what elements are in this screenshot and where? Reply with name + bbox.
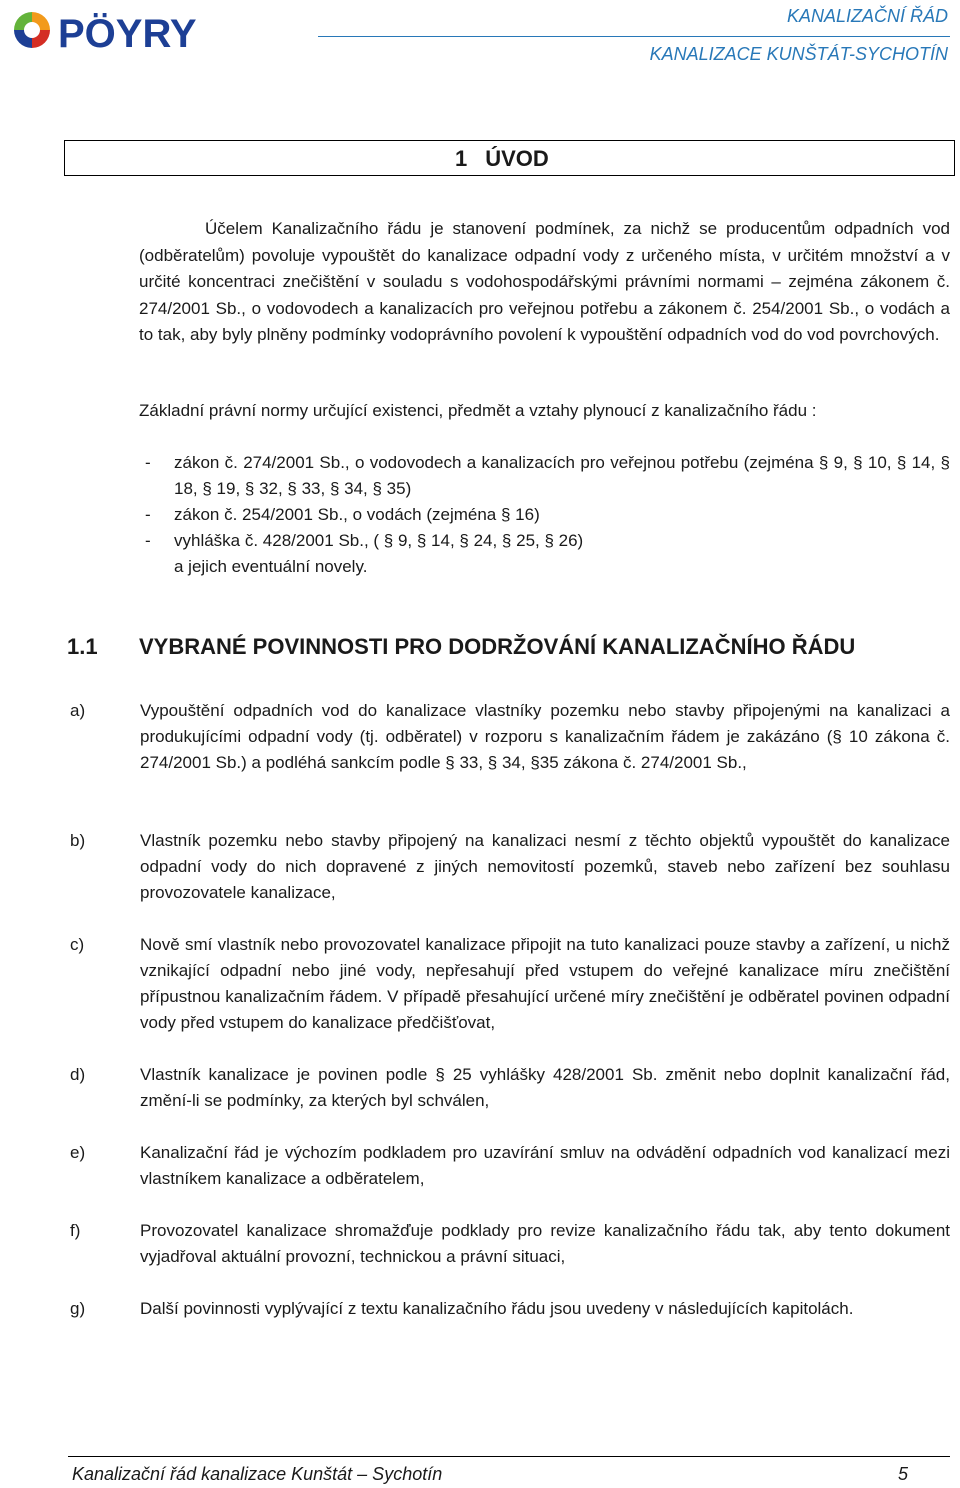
poyry-logo-mark — [14, 12, 50, 48]
law-item — [145, 502, 950, 528]
obligation-item — [70, 1062, 950, 1114]
item-text: Provozovatel kanalizace shromažďuje podklady pro revize kanalizačního řádu tak, aby tento dokument vyjadřoval aktuální provozní, technickou a právní situaci, — [140, 1221, 950, 1266]
law-dash: - — [145, 505, 151, 524]
item-text: Další povinnosti vyplývající z textu kanalizačního řádu jsou uvedeny v následujících kapitolách. — [140, 1299, 854, 1318]
item-label: e) — [70, 1143, 86, 1162]
law-text: zákon č. 274/2001 Sb., o vodovodech a kanalizacích pro veřejnou potřebu (zejména § 9, § 10, § 14, § 18, § 19, § 32, § 33, § 34, § 35) — [174, 453, 950, 498]
item-text: Vlastník pozemku nebo stavby připojený na kanalizaci nesmí z těchto objektů vypouštět do kanalizace odpadní vody do nich dopravené z jiných nemovitostí pozemků, staveb nebo zařízení bez souhlasu provozovatele kanalizace, — [140, 831, 950, 902]
subsection-heading — [67, 634, 855, 660]
law-item — [145, 528, 950, 554]
intro-paragraph — [139, 216, 950, 349]
item-label: g) — [70, 1299, 86, 1318]
item-text: Kanalizační řád je výchozím podkladem pro uzavírání smluv na odvádění odpadních vod kanalizací mezi vlastníkem kanalizace a odběratelem, — [140, 1143, 950, 1188]
norms-intro: Základní právní normy určující existenci, předmět a vztahy plynoucí z kanalizačního řádu : — [139, 401, 817, 420]
obligation-item — [70, 828, 950, 906]
obligation-item — [70, 698, 950, 776]
item-label: b) — [70, 831, 86, 850]
subsection-title: VYBRANÉ POVINNOSTI PRO DODRŽOVÁNÍ KANALIZAČNÍHO ŘÁDU — [139, 634, 856, 659]
section-title: ÚVOD — [485, 146, 549, 171]
law-text: vyhláška č. 428/2001 Sb., ( § 9, § 14, § 24, § 25, § 26) — [174, 531, 584, 550]
footer-divider — [68, 1456, 950, 1457]
obligation-item — [70, 1218, 950, 1270]
item-label: f) — [70, 1221, 81, 1240]
item-text: Nově smí vlastník nebo provozovatel kanalizace připojit na tuto kanalizaci pouze stavby a zařízení, u nichž vznikající odpadní nebo jiné vody, nepřesahují před vstupem do veřejné kanalizace míru znečištění přípustnou kanalizačním řádem. V případě přesahující určené míry znečištění je odběratel povinen odpadní vody před vstupem do kanalizace předčišťovat, — [140, 935, 950, 1032]
item-text: Vypouštění odpadních vod do kanalizace vlastníky pozemku nebo stavby připojenými na kanalizaci a produkujícími odpadní vody (tj. odběratel) v rozporu s kanalizačním řádem je zakázáno (§ 10 zákona č. 274/2001 Sb.) a podléhá sankcím podle § 33, § 34, §35 zákona č. 274/2001 Sb., — [140, 701, 950, 772]
law-dash: - — [145, 453, 151, 472]
poyry-logo — [8, 6, 260, 54]
law-item — [145, 450, 950, 502]
item-text: Vlastník kanalizace je povinen podle § 25 vyhlášky 428/2001 Sb. změnit nebo doplnit kanalizační řád, změní-li se podmínky, za kterých byl schválen, — [140, 1065, 950, 1110]
obligation-item — [70, 932, 950, 1036]
logo-wordmark: PÖYRY — [58, 12, 197, 54]
obligation-item — [70, 1140, 950, 1192]
intro-paragraph-text: Účelem Kanalizačního řádu je stanovení podmínek, za nichž se producentům odpadních vod (odběratelům) povoluje vypouštět do kanalizace odpadní vody z určeného místa, v určitém množství a v určité koncentraci znečištění v souladu s vodohospodářskými právními normami – zejména zákonem č. 274/2001 Sb., o vodovodech a kanalizacích pro veřejnou potřebu a zákonem č. 254/2001 Sb., o vodách a to tak, aby byly plněny podmínky vodoprávního povolení k vypouštění odpadních vod do vod povrchových. — [139, 219, 950, 344]
item-label: c) — [70, 935, 85, 954]
laws-note: a jejich eventuální novely. — [174, 557, 368, 576]
subsection-number: 1.1 — [67, 634, 98, 659]
obligation-item — [70, 1296, 950, 1322]
header-divider — [318, 36, 950, 37]
footer-text: Kanalizační řád kanalizace Kunštát – Sychotín — [72, 1464, 443, 1484]
doc-subtitle: KANALIZACE KUNŠTÁT-SYCHOTÍN — [649, 44, 948, 64]
item-label: d) — [70, 1065, 86, 1084]
law-text: zákon č. 254/2001 Sb., o vodách (zejména § 16) — [174, 505, 540, 524]
page-number: 5 — [897, 1464, 908, 1484]
doc-title: KANALIZAČNÍ ŘÁD — [786, 6, 948, 26]
law-dash: - — [145, 531, 151, 550]
section-heading — [455, 146, 549, 172]
item-label: a) — [70, 701, 86, 720]
section-number: 1 — [455, 146, 468, 171]
